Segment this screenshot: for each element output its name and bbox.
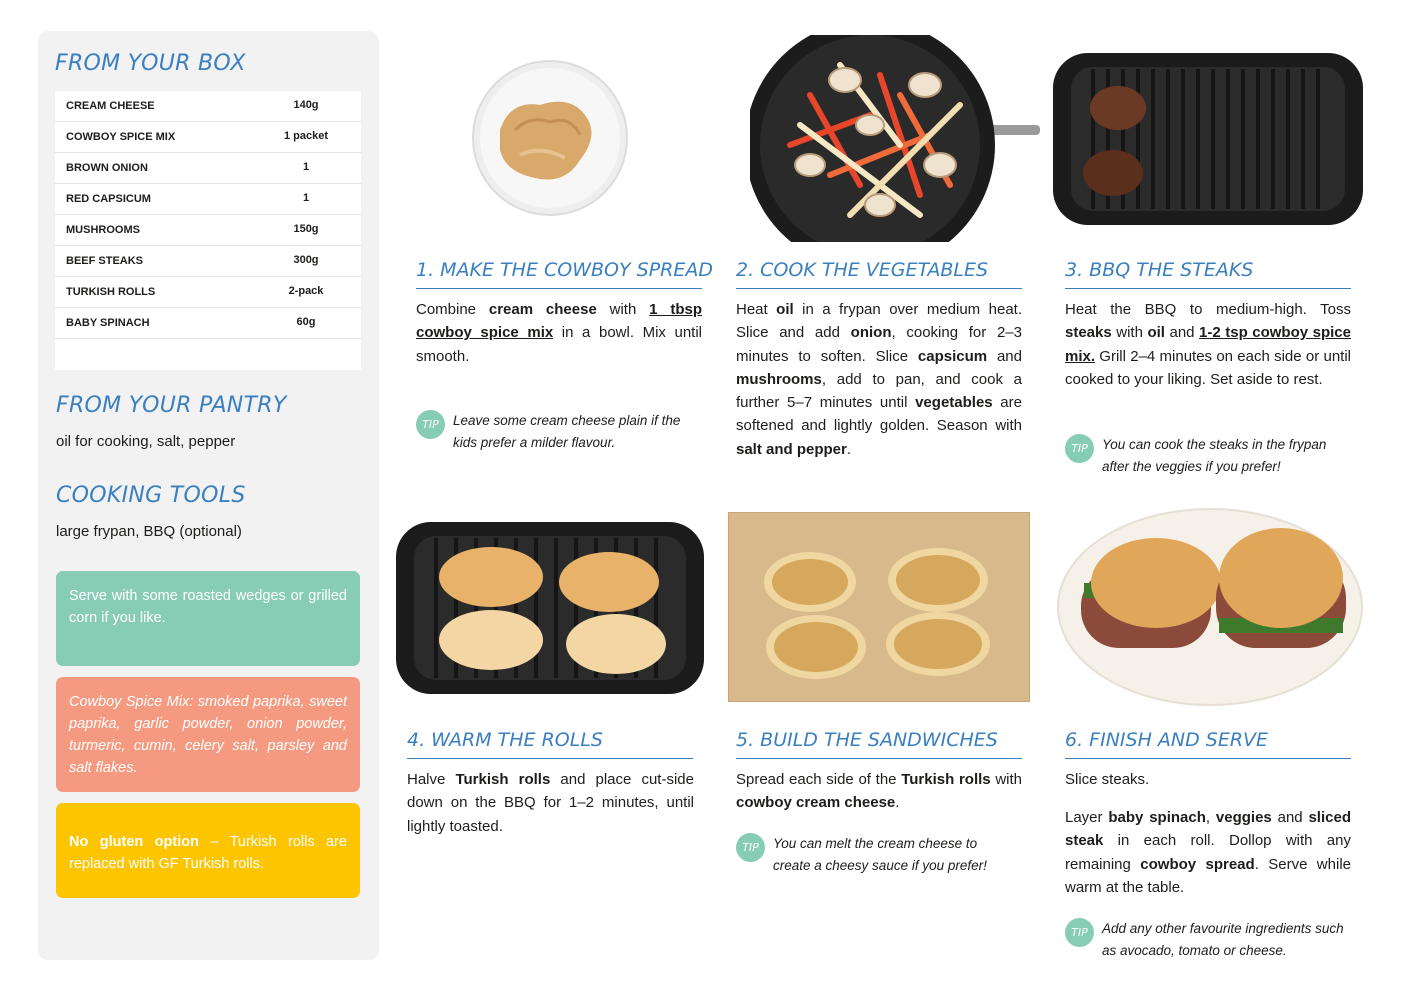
step-3-tip: You can cook the steaks in the frypan after the veggies if you prefer! (1102, 437, 1327, 474)
bold-ingredient: baby spinach (1108, 809, 1206, 826)
ingredient-qty: 150g (293, 223, 319, 235)
board-sandwiches-photo (728, 512, 1030, 702)
ingredient-qty: 1 packet (283, 130, 329, 142)
cream-cheese-bowl-photo (470, 60, 630, 220)
bold-ingredient: steaks (1065, 324, 1112, 342)
tip-icon: TIP (416, 410, 445, 439)
bold-ingredient: cowboy spread (1140, 855, 1255, 873)
body-fragment: Layer (1065, 809, 1109, 826)
finished-sandwiches-photo (1056, 508, 1364, 706)
bold-ingredient: cowboy cream cheese (736, 794, 896, 812)
table-row (55, 122, 361, 153)
ingredient-qty: 2-pack (288, 285, 324, 297)
bold-ingredient: sliced steak (1065, 809, 1351, 850)
body-fragment: and (987, 347, 1022, 365)
table-row (55, 277, 361, 308)
body-fragment: with (990, 771, 1022, 788)
step-5-tip: You can melt the cream cheese to create a cheesy sauce if you prefer! (773, 836, 987, 873)
step-4-body (407, 768, 694, 838)
spice-mix-note: Cowboy Spice Mix: smoked paprika, sweet paprika, garlic powder, onion powder, turmeric, cumin, celery salt, parsley and salt flakes. (56, 677, 360, 792)
step-1-tip: Leave some cream cheese plain if the kids prefer a milder flavour. (453, 413, 681, 450)
step-1-body (416, 298, 702, 368)
table-row (55, 153, 361, 184)
bbq-steaks-photo (1053, 53, 1363, 225)
tools-heading: COOKING TOOLS (56, 483, 246, 508)
ingredient-name: BEEF STEAKS (66, 255, 144, 267)
body-fragment: in a frypan over medium heat. Slice and add (736, 301, 1022, 342)
table-row (55, 246, 361, 277)
body-fragment: . (846, 440, 852, 458)
frypan-vegetables-photo (750, 35, 1040, 242)
pantry-heading: FROM YOUR PANTRY (56, 393, 287, 418)
body-fragment: , (1205, 809, 1216, 826)
body-fragment: Heat the BBQ to medium-high. Toss (1065, 301, 1351, 318)
from-box-heading: FROM YOUR BOX (55, 51, 246, 76)
step-4-title: 4. WARM THE ROLLS (407, 729, 693, 759)
ingredient-name: BABY SPINACH (66, 317, 150, 329)
gluten-note (56, 803, 360, 898)
ingredient-qty: 1 (302, 192, 310, 204)
body-fragment: . (895, 794, 900, 812)
ingredients-sidebar (38, 31, 379, 960)
step-2-body (736, 298, 1022, 461)
ingredient-name: MUSHROOMS (66, 224, 140, 236)
box-ingredients-table (55, 91, 361, 370)
step-5-title: 5. BUILD THE SANDWICHES (736, 729, 1022, 759)
step-3-title: 3. BBQ THE STEAKS (1065, 259, 1351, 289)
body-fragment: with (596, 301, 650, 318)
ingredient-qty: 1 (302, 161, 310, 173)
ingredient-name: TURKISH ROLLS (66, 286, 156, 298)
body-fragment: are softened and lightly golden. Season with (736, 394, 1022, 435)
body-fragment: with (1111, 324, 1148, 342)
bold-ingredient: oil (1147, 324, 1165, 342)
step-2-title: 2. COOK THE VEGETABLES (736, 259, 1022, 289)
tip-icon: TIP (1065, 434, 1094, 463)
tip-icon: TIP (1065, 918, 1094, 947)
body-fragment: Heat (736, 301, 777, 318)
body-fragment: , add to pan, and cook a further 5–7 minutes until (736, 370, 1022, 412)
body-fragment: Combine (416, 301, 489, 318)
bold-ingredient: vegetables (915, 394, 993, 412)
body-fragment: . Serve while warm at the table. (1065, 855, 1351, 896)
ingredient-qty: 140g (293, 99, 319, 111)
bold-ingredient: salt and pepper (736, 440, 847, 458)
measured-ingredient: 1-2 tsp cowboy spice mix. (1065, 324, 1351, 365)
gluten-note-text: – Turkish rolls are replaced with GF Turkish rolls. (69, 834, 347, 872)
body-fragment: , cooking for 2–3 minutes to soften. Slice (736, 324, 1022, 365)
measured-ingredient: 1 tbsp cowboy spice mix (416, 301, 702, 342)
bold-ingredient: capsicum (917, 347, 988, 365)
ingredient-qty: 60g (296, 316, 316, 328)
bold-ingredient: Turkish rolls (901, 771, 991, 788)
bold-ingredient: onion (850, 324, 892, 342)
serve-note: Serve with some roasted wedges or grilled corn if you like. (56, 571, 360, 666)
step-6-title: 6. FINISH AND SERVE (1065, 729, 1351, 759)
bold-ingredient: veggies (1215, 809, 1272, 826)
body-fragment: in a bowl. Mix until smooth. (416, 324, 702, 365)
table-row (55, 308, 361, 339)
body-fragment: Halve (407, 771, 456, 788)
body-fragment: and (1164, 324, 1200, 342)
step-6-body-2 (1065, 806, 1351, 899)
gluten-note-bold: No gluten option (69, 834, 199, 850)
step-6-tip: Add any other favourite ingredients such as avocado, tomato or cheese. (1102, 921, 1344, 958)
body-fragment: and place cut-side down on the BBQ for 1–2 minutes, until lightly toasted. (407, 771, 694, 835)
bold-ingredient: cream cheese (488, 301, 597, 318)
step-1-title: 1. MAKE THE COWBOY SPREAD (416, 259, 702, 289)
bold-ingredient: mushrooms (736, 370, 822, 388)
step-5-body (736, 768, 1022, 815)
ingredient-name: COWBOY SPICE MIX (66, 131, 176, 143)
tools-text: large frypan, BBQ (optional) (56, 523, 242, 540)
table-row (55, 215, 361, 246)
ingredient-name: RED CAPSICUM (66, 193, 151, 205)
ingredient-name: CREAM CHEESE (66, 100, 155, 112)
body-fragment: Slice steaks. (1065, 771, 1150, 788)
body-fragment: Spread each side of the (736, 771, 902, 788)
body-fragment: in each roll. Dollop with any remaining (1065, 832, 1351, 873)
ingredient-name: BROWN ONION (66, 162, 148, 174)
bold-ingredient: oil (776, 301, 794, 318)
bold-ingredient: Turkish rolls (455, 771, 551, 788)
table-row (55, 184, 361, 215)
step-6-body-1 (1065, 768, 1351, 791)
pantry-text: oil for cooking, salt, pepper (56, 433, 236, 450)
body-fragment: Grill 2–4 minutes on each side or until cooked to your liking. Set aside to rest. (1065, 347, 1351, 388)
body-fragment: and (1271, 809, 1309, 826)
bbq-rolls-photo (396, 522, 704, 694)
ingredient-qty: 300g (293, 254, 319, 266)
step-3-body (1065, 298, 1351, 391)
tip-icon: TIP (736, 833, 765, 862)
table-row (55, 91, 361, 122)
